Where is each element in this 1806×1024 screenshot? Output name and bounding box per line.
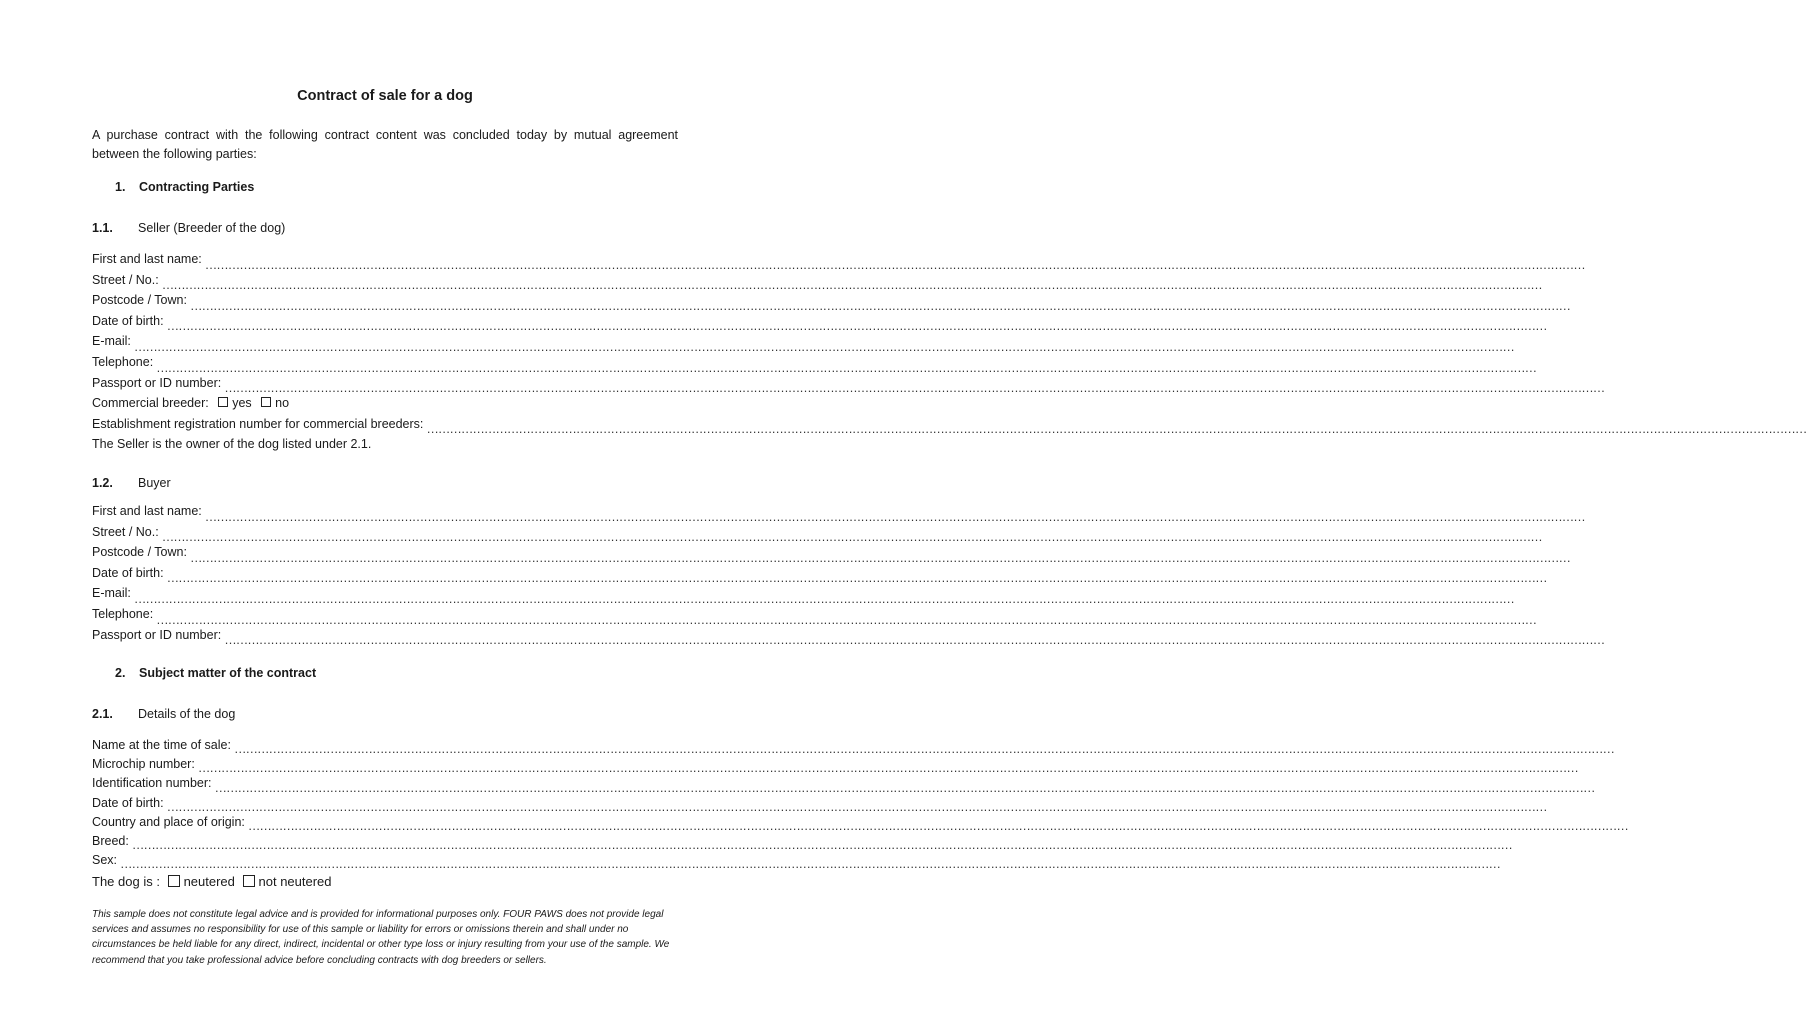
- fill-line[interactable]: ………………………………………………………………………………………………………………………………………………………………………………………………………………………………………………………………………………………………………………………………: [156, 360, 1537, 375]
- dog-identification-field[interactable]: Identification number: ………………………………………………………………………………………………………………………………………………………………………………………………………………………………………………………………………………………………………………………………: [92, 776, 1595, 795]
- fill-line[interactable]: ………………………………………………………………………………………………………………………………………………………………………………………………………………………………………………………………………………………………………………………………: [120, 857, 1501, 872]
- commercial-breeder-label: Commercial breeder:: [92, 396, 209, 411]
- fill-line[interactable]: ………………………………………………………………………………………………………………………………………………………………………………………………………………………………………………………………………………………………………………………………: [166, 319, 1547, 334]
- not-neutered-label: not neutered: [258, 874, 332, 890]
- buyer-name-field[interactable]: First and last name: ………………………………………………………………………………………………………………………………………………………………………………………………………………………………………………………………………………………………………………………………: [92, 504, 1585, 524]
- buyer-email-field[interactable]: E-mail: ………………………………………………………………………………………………………………………………………………………………………………………………………………………………………………………………………………………………………………………………: [92, 586, 1514, 606]
- section-1-number: 1.: [115, 180, 126, 194]
- fill-line[interactable]: ………………………………………………………………………………………………………………………………………………………………………………………………………………………………………………………………………………………………………………………………: [204, 509, 1585, 524]
- fill-line[interactable]: ………………………………………………………………………………………………………………………………………………………………………………………………………………………………………………………………………………………………………………………………: [426, 422, 1806, 437]
- fill-line[interactable]: ………………………………………………………………………………………………………………………………………………………………………………………………………………………………………………………………………………………………………………………………: [233, 742, 1614, 757]
- fill-line[interactable]: ………………………………………………………………………………………………………………………………………………………………………………………………………………………………………………………………………………………………………………………………: [224, 633, 1605, 648]
- fill-line[interactable]: ………………………………………………………………………………………………………………………………………………………………………………………………………………………………………………………………………………………………………………………………: [166, 571, 1547, 586]
- fill-line[interactable]: ………………………………………………………………………………………………………………………………………………………………………………………………………………………………………………………………………………………………………………………………: [131, 838, 1512, 853]
- yes-label: yes: [232, 396, 252, 411]
- fill-line[interactable]: ………………………………………………………………………………………………………………………………………………………………………………………………………………………………………………………………………………………………………………………………: [214, 780, 1595, 795]
- seller-street-field[interactable]: Street / No.: ………………………………………………………………………………………………………………………………………………………………………………………………………………………………………………………………………………………………………………………………: [92, 272, 1542, 293]
- not-neutered-checkbox[interactable]: [243, 875, 255, 887]
- seller-heading: [92, 221, 285, 235]
- document-title: Contract of sale for a dog: [297, 88, 473, 104]
- section-1-heading: [115, 180, 254, 194]
- neuter-status-label: The dog is :: [92, 874, 160, 890]
- neutered-checkbox[interactable]: [168, 875, 180, 887]
- seller-passport-field[interactable]: Passport or ID number: ………………………………………………………………………………………………………………………………………………………………………………………………………………………………………………………………………………………………………………………………: [92, 375, 1605, 396]
- dog-details-label: Details of the dog: [138, 707, 236, 721]
- buyer-fields: [92, 501, 1605, 648]
- seller-telephone-field[interactable]: Telephone: ………………………………………………………………………………………………………………………………………………………………………………………………………………………………………………………………………………………………………………………………: [92, 354, 1537, 375]
- buyer-number: 1.2.: [92, 476, 113, 490]
- buyer-telephone-field[interactable]: Telephone: ………………………………………………………………………………………………………………………………………………………………………………………………………………………………………………………………………………………………………………………………: [92, 606, 1537, 627]
- fill-line[interactable]: ………………………………………………………………………………………………………………………………………………………………………………………………………………………………………………………………………………………………………………………………: [156, 612, 1537, 627]
- no-checkbox[interactable]: [261, 397, 271, 407]
- fill-line[interactable]: ………………………………………………………………………………………………………………………………………………………………………………………………………………………………………………………………………………………………………………………………: [189, 298, 1570, 313]
- section-2-label: Subject matter of the contract: [139, 666, 317, 680]
- buyer-heading: [92, 476, 171, 490]
- fill-line[interactable]: ………………………………………………………………………………………………………………………………………………………………………………………………………………………………………………………………………………………………………………………………: [166, 799, 1547, 814]
- yes-checkbox[interactable]: [218, 397, 228, 407]
- no-label: no: [275, 396, 290, 411]
- establishment-number-field[interactable]: Establishment registration number for commercial breeders: ………………………………………………………………………………………………………………………………………………………………………………………………………………………………………………………………………………………………………………………………: [92, 416, 1806, 437]
- fill-line[interactable]: ………………………………………………………………………………………………………………………………………………………………………………………………………………………………………………………………………………………………………………………………: [204, 257, 1585, 272]
- fill-line[interactable]: ………………………………………………………………………………………………………………………………………………………………………………………………………………………………………………………………………………………………………………………………: [247, 819, 1628, 834]
- dog-dob-field[interactable]: Date of birth: ………………………………………………………………………………………………………………………………………………………………………………………………………………………………………………………………………………………………………………………………: [92, 795, 1547, 814]
- fill-line[interactable]: ………………………………………………………………………………………………………………………………………………………………………………………………………………………………………………………………………………………………………………………………: [189, 550, 1570, 565]
- fill-line[interactable]: ………………………………………………………………………………………………………………………………………………………………………………………………………………………………………………………………………………………………………………………………: [133, 591, 1514, 606]
- buyer-passport-field[interactable]: Passport or ID number: ………………………………………………………………………………………………………………………………………………………………………………………………………………………………………………………………………………………………………………………………: [92, 627, 1605, 648]
- dog-fields: [92, 736, 1628, 893]
- neutered-label: neutered: [183, 874, 235, 890]
- owner-note: The Seller is the owner of the dog listed under 2.1.: [92, 437, 372, 452]
- buyer-street-field[interactable]: Street / No.: ………………………………………………………………………………………………………………………………………………………………………………………………………………………………………………………………………………………………………………………………: [92, 524, 1542, 545]
- dog-details-heading: [92, 707, 235, 721]
- fill-line[interactable]: ………………………………………………………………………………………………………………………………………………………………………………………………………………………………………………………………………………………………………………………………: [133, 339, 1514, 354]
- buyer-postcode-field[interactable]: Postcode / Town: ………………………………………………………………………………………………………………………………………………………………………………………………………………………………………………………………………………………………………………………………: [92, 545, 1570, 565]
- dog-details-number: 2.1.: [92, 707, 113, 721]
- seller-fields: [92, 249, 1806, 455]
- fill-line[interactable]: ………………………………………………………………………………………………………………………………………………………………………………………………………………………………………………………………………………………………………………………………: [224, 381, 1605, 396]
- buyer-label: Buyer: [138, 476, 171, 490]
- seller-label: Seller (Breeder of the dog): [138, 221, 286, 235]
- section-2-number: 2.: [115, 666, 126, 680]
- fill-line[interactable]: ………………………………………………………………………………………………………………………………………………………………………………………………………………………………………………………………………………………………………………………………: [197, 761, 1578, 776]
- seller-number: 1.1.: [92, 221, 113, 235]
- fill-line[interactable]: ………………………………………………………………………………………………………………………………………………………………………………………………………………………………………………………………………………………………………………………………: [161, 278, 1542, 293]
- dog-sex-field[interactable]: Sex: ………………………………………………………………………………………………………………………………………………………………………………………………………………………………………………………………………………………………………………………………: [92, 853, 1501, 872]
- seller-postcode-field[interactable]: Postcode / Town: ………………………………………………………………………………………………………………………………………………………………………………………………………………………………………………………………………………………………………………………………: [92, 293, 1570, 313]
- dog-microchip-field[interactable]: Microchip number: ………………………………………………………………………………………………………………………………………………………………………………………………………………………………………………………………………………………………………………………………: [92, 757, 1578, 776]
- neuter-status-row: [92, 870, 678, 893]
- section-1-label: Contracting Parties: [139, 180, 255, 194]
- dog-breed-field[interactable]: Breed: ………………………………………………………………………………………………………………………………………………………………………………………………………………………………………………………………………………………………………………………………: [92, 834, 1512, 853]
- commercial-breeder-row: [92, 393, 678, 414]
- seller-dob-field[interactable]: Date of birth: ………………………………………………………………………………………………………………………………………………………………………………………………………………………………………………………………………………………………………………………………: [92, 313, 1547, 334]
- section-2-heading: [115, 666, 316, 680]
- intro-paragraph: A purchase contract with the following contract content was concluded today by mutual agreement between the following parties:: [92, 128, 678, 161]
- fill-line[interactable]: ………………………………………………………………………………………………………………………………………………………………………………………………………………………………………………………………………………………………………………………………: [161, 530, 1542, 545]
- disclaimer-text: This sample does not constitute legal advice and is provided for informational purposes only. FOUR PAWS does not provide legal services and assumes no responsibility for use of this sample or liability for errors or omissions therein and shall under no circumstances be held liable for any direct, indirect, incidental or other type loss or injury resulting from your use of the sample. We recommend that you take professional advice before concluding contracts with dog breeders or sellers.: [92, 909, 670, 966]
- dog-origin-field[interactable]: Country and place of origin: ………………………………………………………………………………………………………………………………………………………………………………………………………………………………………………………………………………………………………………………………: [92, 814, 1628, 834]
- seller-email-field[interactable]: E-mail: ………………………………………………………………………………………………………………………………………………………………………………………………………………………………………………………………………………………………………………………………: [92, 334, 1514, 354]
- buyer-dob-field[interactable]: Date of birth: ………………………………………………………………………………………………………………………………………………………………………………………………………………………………………………………………………………………………………………………………: [92, 565, 1547, 586]
- dog-name-field[interactable]: Name at the time of sale: ………………………………………………………………………………………………………………………………………………………………………………………………………………………………………………………………………………………………………………………………: [92, 738, 1614, 757]
- seller-name-field[interactable]: First and last name: ………………………………………………………………………………………………………………………………………………………………………………………………………………………………………………………………………………………………………………………………: [92, 252, 1585, 272]
